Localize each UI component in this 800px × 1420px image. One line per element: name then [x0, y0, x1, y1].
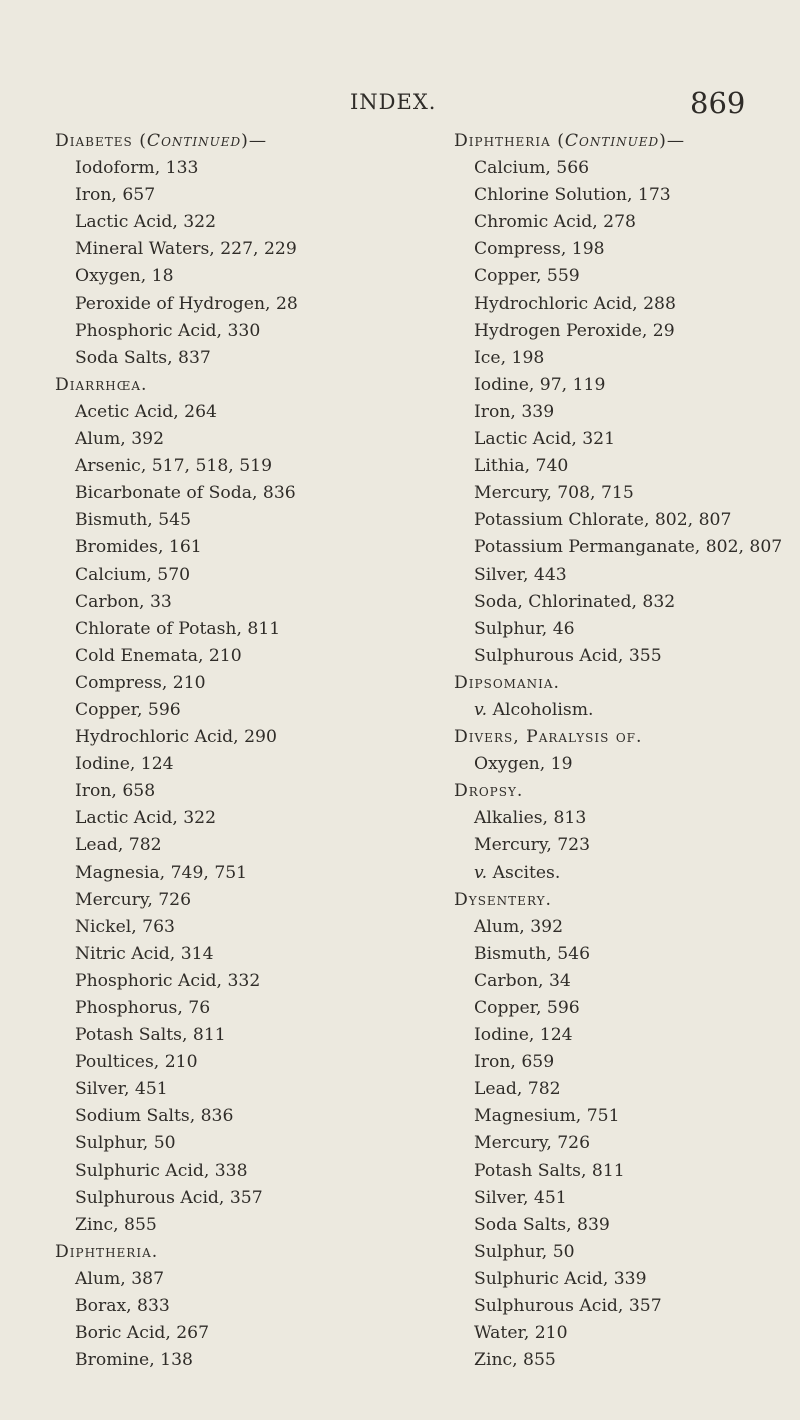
index-subentry: Copper, 559	[474, 266, 580, 287]
index-subentry: Magnesium, 751	[474, 1106, 620, 1127]
index-heading-text: Diphtheria.	[55, 1241, 159, 1262]
index-subentry: Magnesia, 749, 751	[75, 862, 248, 883]
index-subentry: Phosphoric Acid, 330	[75, 320, 261, 341]
index-subentry: Sulphur, 46	[474, 618, 575, 639]
index-subentry: Chlorine Solution, 173	[474, 185, 671, 206]
index-subentry: Silver, 443	[474, 564, 567, 585]
index-subentry: Sulphur, 50	[75, 1133, 176, 1154]
index-subentry: Mercury, 723	[474, 835, 591, 856]
index-subentry: Alkalies, 813	[474, 808, 587, 829]
index-subentry: Calcium, 570	[75, 564, 191, 585]
index-subentry: Silver, 451	[75, 1079, 168, 1100]
see-reference-prefix: v.	[474, 699, 488, 720]
index-subentry: Hydrochloric Acid, 290	[75, 727, 277, 748]
index-heading-text: Dipsomania.	[454, 672, 560, 693]
page-number: 869	[690, 86, 746, 120]
index-subentry: Phosphorus, 76	[75, 998, 211, 1018]
index-subentry: Potassium Chlorate, 802, 807	[474, 510, 732, 531]
index-subentry: Chromic Acid, 278	[474, 212, 636, 233]
index-subentry: Iodine, 124	[474, 1025, 573, 1046]
index-subentry: Bismuth, 546	[474, 943, 591, 964]
index-heading-text: Diarrhœa.	[55, 374, 148, 395]
index-subentry: Nitric Acid, 314	[75, 943, 214, 964]
index-heading-text: Diphtheria	[454, 131, 551, 151]
index-subentry: Sulphurous Acid, 355	[474, 645, 662, 666]
index-subentry: Sulphurous Acid, 357	[75, 1187, 263, 1208]
index-subentry: Peroxide of Hydrogen, 28	[75, 293, 298, 314]
index-subentry: Lead, 782	[75, 835, 162, 856]
index-column-right	[454, 128, 794, 1374]
index-subentry: Lactic Acid, 322	[75, 212, 217, 233]
index-heading	[55, 372, 385, 399]
index-subentry: Hydrochloric Acid, 288	[474, 293, 676, 314]
index-subentry: Soda Salts, 839	[474, 1214, 610, 1235]
index-subentry: Bromine, 138	[75, 1350, 193, 1371]
index-subentry: Mercury, 726	[474, 1133, 591, 1154]
index-subentry: Soda Salts, 837	[75, 347, 211, 368]
heading-dash: —	[248, 131, 268, 151]
running-head	[0, 86, 800, 126]
index-subentry: Oxygen, 19	[474, 754, 573, 775]
index-column-left	[55, 128, 385, 1374]
index-subentry: Ice, 198	[474, 347, 545, 368]
index-subentry: Iron, 657	[75, 185, 156, 206]
index-subentry: Water, 210	[474, 1323, 568, 1344]
index-subentry: Mineral Waters, 227, 229	[75, 239, 297, 260]
index-subentry: Lead, 782	[474, 1079, 561, 1100]
index-heading-text: Dropsy.	[454, 781, 524, 802]
index-subentry: Borax, 833	[75, 1296, 170, 1317]
see-reference-prefix: v.	[474, 862, 488, 883]
index-heading-text: Dysentery.	[454, 889, 552, 910]
index-subentry: Calcium, 566	[474, 158, 590, 179]
index-subentry: Lactic Acid, 321	[474, 429, 616, 450]
see-reference-target: Alcoholism.	[487, 699, 594, 720]
index-subentry	[454, 697, 794, 724]
index-subentry: Potash Salts, 811	[75, 1025, 226, 1046]
index-subentry: Arsenic, 517, 518, 519	[75, 456, 273, 477]
index-subentry: Acetic Acid, 264	[75, 401, 217, 422]
index-subentry: Alum, 392	[75, 429, 165, 450]
heading-dash: —	[666, 131, 686, 151]
index-subentry: Potash Salts, 811	[474, 1160, 625, 1181]
continued-note: Continued	[146, 131, 242, 151]
index-heading	[454, 887, 794, 914]
index-heading-text: Diabetes	[55, 131, 133, 151]
index-subentry: Oxygen, 18	[75, 266, 174, 287]
index-subentry: Sulphurous Acid, 357	[474, 1296, 662, 1317]
see-reference-target: Ascites.	[487, 862, 561, 883]
index-heading: Diabetes (Continued)—	[55, 131, 268, 151]
index-subentry: Sulphuric Acid, 338	[75, 1160, 248, 1181]
index-subentry: Cold Enemata, 210	[75, 645, 242, 666]
index-heading	[454, 724, 794, 751]
index-heading	[454, 670, 794, 697]
index-subentry: Compress, 210	[75, 672, 206, 693]
index-subentry: Alum, 387	[75, 1268, 165, 1289]
index-heading: Diphtheria (Continued)—	[454, 131, 686, 151]
index-heading	[454, 778, 794, 805]
index-subentry: Mercury, 708, 715	[474, 483, 634, 504]
index-subentry: Phosphoric Acid, 332	[75, 970, 261, 991]
index-subentry: Alum, 392	[474, 916, 564, 937]
index-subentry: Hydrogen Peroxide, 29	[474, 320, 675, 341]
index-subentry: Iron, 658	[75, 781, 156, 802]
index-subentry: Copper, 596	[474, 998, 580, 1018]
index-subentry: Sulphur, 50	[474, 1241, 575, 1262]
index-subentry: Carbon, 34	[474, 970, 571, 991]
running-head-title: INDEX.	[350, 90, 437, 114]
index-subentry: Soda, Chlorinated, 832	[474, 591, 676, 612]
index-subentry: Bromides, 161	[75, 537, 202, 558]
index-subentry	[454, 860, 794, 887]
index-subentry: Carbon, 33	[75, 591, 172, 612]
index-subentry: Chlorate of Potash, 811	[75, 618, 281, 639]
index-subentry: Boric Acid, 267	[75, 1323, 210, 1344]
index-subentry: Zinc, 855	[474, 1350, 556, 1371]
index-heading	[55, 1239, 385, 1266]
index-subentry: Lactic Acid, 322	[75, 808, 217, 829]
index-subentry: Sulphuric Acid, 339	[474, 1268, 647, 1289]
index-subentry: Compress, 198	[474, 239, 605, 260]
index-subentry: Iodine, 124	[75, 754, 174, 775]
index-subentry: Iodine, 97, 119	[474, 374, 606, 395]
index-subentry: Bismuth, 545	[75, 510, 192, 531]
index-subentry: Zinc, 855	[75, 1214, 157, 1235]
index-subentry: Iron, 659	[474, 1052, 555, 1073]
index-subentry: Potassium Permanganate, 802, 807	[474, 537, 783, 558]
index-subentry: Poultices, 210	[75, 1052, 198, 1073]
index-subentry: Mercury, 726	[75, 889, 192, 910]
index-subentry: Lithia, 740	[474, 456, 569, 477]
index-subentry: Silver, 451	[474, 1187, 567, 1208]
index-subentry: Copper, 596	[75, 699, 181, 720]
index-subentry: Iodoform, 133	[75, 158, 199, 179]
index-subentry: Iron, 339	[474, 401, 555, 422]
index-heading-text: Divers, Paralysis of.	[454, 727, 643, 748]
index-subentry: Nickel, 763	[75, 916, 175, 937]
index-subentry: Sodium Salts, 836	[75, 1106, 234, 1127]
index-subentry: Bicarbonate of Soda, 836	[75, 483, 296, 504]
continued-note: Continued	[564, 131, 660, 151]
